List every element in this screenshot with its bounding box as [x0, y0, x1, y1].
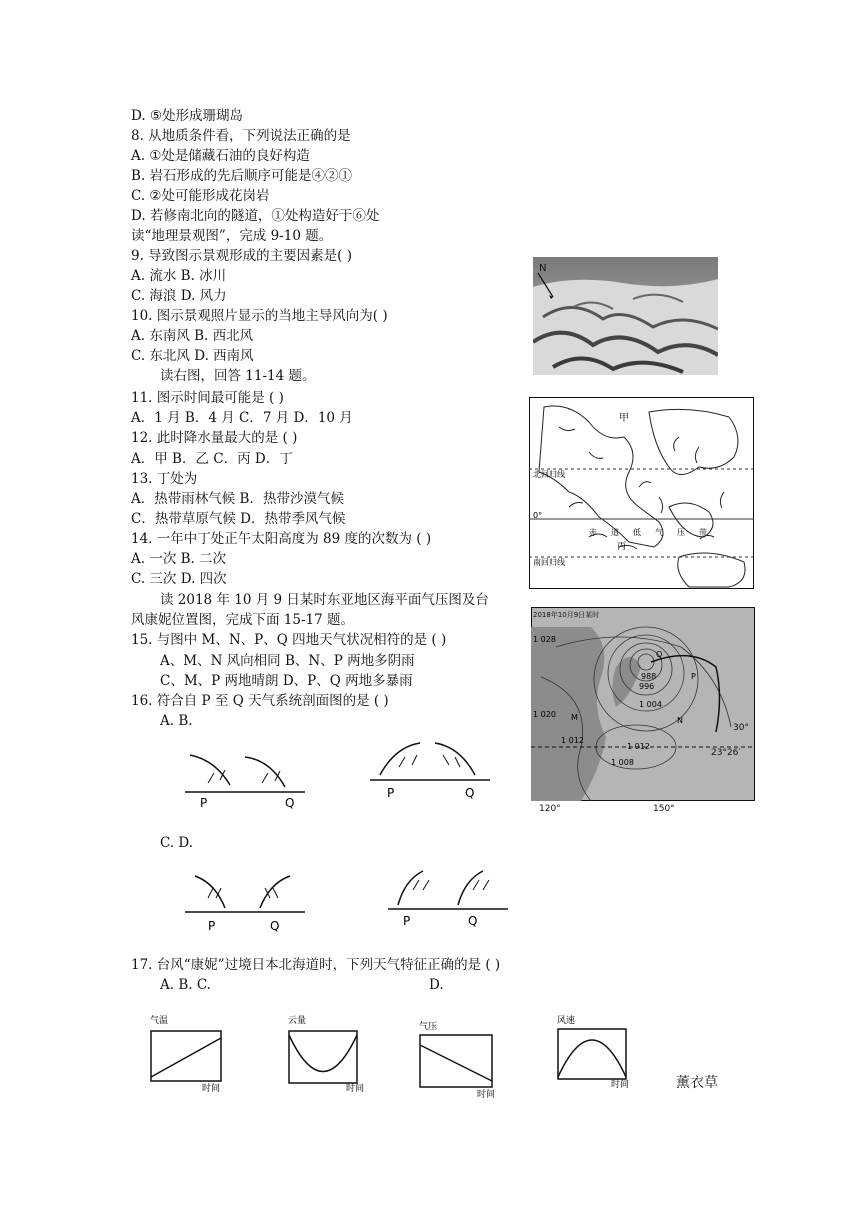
isobar-1012a: 1 012 [561, 736, 584, 745]
graph3-ylabel: 气压 [419, 1022, 438, 1032]
pressure-point-m: M [571, 713, 578, 722]
wind-map-label-bing: 丙 [617, 542, 627, 552]
q8-option-a: A. ①处是储藏石油的良好构造 [131, 148, 310, 164]
footer-word: 薰衣草 [676, 1075, 718, 1091]
graph2-ylabel: 云量 [288, 1016, 307, 1026]
wind-map-label-jia: 甲 [619, 413, 629, 424]
isobar-1012b: 1 012 [627, 742, 650, 751]
cross-section-b [365, 735, 495, 800]
lat-2326: 23°26′ [711, 748, 741, 758]
graph4-xlabel: 时间 [611, 1080, 630, 1090]
isobar-1028: 1 028 [533, 635, 556, 644]
q14-options-ab: A. 一次 B. 二次 [131, 551, 227, 567]
dune-landscape-photo [533, 257, 718, 375]
q15-stem: 15. 与图中 M、N、P、Q 四地天气状况相符的是 ( ) [131, 632, 447, 648]
cs-d-label-p: P [403, 914, 411, 928]
q8-stem: 8. 从地质条件看，下列说法正确的是 [131, 128, 351, 144]
q8-option-d: D. 若修南北向的隧道，①处构造好于⑥处 [131, 208, 380, 224]
graph-wind-speed [555, 1013, 635, 1093]
q13-options-cd: C．热带草原气候 D．热带季风气候 [131, 511, 346, 527]
cs-b-label-p: P [387, 786, 395, 800]
pressure-point-p: P [691, 672, 696, 681]
isobar-996: 996 [639, 682, 655, 691]
q10-stem: 10. 图示景观照片显示的当地主导风向为( ) [131, 308, 388, 324]
q10-options-cd: C. 东北风 D. 西南风 [131, 348, 254, 364]
pressure-point-n: N [677, 716, 683, 725]
q15-options-cd: C、M、P 两地晴朗 D、P、Q 两地多暴雨 [160, 673, 413, 689]
graph-pressure [417, 1019, 497, 1099]
graph2-xlabel: 时间 [346, 1084, 365, 1093]
q13-options-ab: A．热带雨林气候 B．热带沙漠气候 [131, 491, 344, 507]
q16-stem: 16. 符合自 P 至 Q 天气系统剖面图的是 ( ) [131, 693, 389, 709]
pressure-point-q: Q [656, 650, 663, 659]
isobar-1004: 1 004 [639, 700, 662, 709]
q10-options-ab: A. 东南风 B. 西北风 [131, 328, 254, 344]
isobar-988: 988 [641, 672, 657, 681]
q11-14-intro: 读右图，回答 11-14 题。 [160, 368, 316, 384]
q16-label-cd: C. D. [160, 835, 194, 851]
cross-section-c [180, 868, 310, 933]
wind-map-label-low-pressure: 赤道低气压带 [589, 528, 721, 537]
q15-17-intro-1: 读 2018 年 10 月 9 日某时东亚地区海平面气压图及台 [160, 592, 489, 608]
q13-stem: 13. 丁处为 [131, 471, 198, 487]
cs-a-label-q: Q [285, 796, 295, 810]
q11-options: A．1 月 B．4 月 C．7 月 D．10 月 [131, 410, 353, 426]
cs-d-label-q: Q [468, 914, 478, 928]
q12-options: A．甲 B．乙 C．丙 D．丁 [131, 451, 293, 467]
graph1-xlabel: 时间 [202, 1084, 221, 1093]
q17-stem: 17. 台风“康妮”过境日本北海道时，下列天气特征正确的是 ( ) [131, 957, 501, 973]
q17-label-abc: A. B. C. [160, 977, 211, 993]
graph-temperature [148, 1013, 228, 1093]
lon-150: 150° [653, 804, 675, 813]
q17-label-d: D. [429, 977, 444, 993]
cs-c-label-p: P [208, 919, 216, 933]
q11-stem: 11. 图示时间最可能是 ( ) [131, 390, 284, 406]
wind-map-label-tropic-n: 北回归线 [533, 470, 565, 479]
q8-option-c: C. ②处可能形成花岗岩 [131, 188, 270, 204]
svg-text:N: N [539, 263, 547, 274]
graph3-xlabel: 时间 [477, 1090, 496, 1099]
lon-120: 120° [539, 804, 561, 813]
q12-stem: 12. 此时降水量最大的是 ( ) [131, 430, 298, 446]
wind-map-label-tropic-s: 南回归线 [533, 558, 565, 567]
graph-cloud-cover [286, 1013, 366, 1093]
graph1-ylabel: 气温 [150, 1016, 169, 1026]
pressure-map-title: 2018年10月9日某时 [533, 611, 600, 619]
isobar-1020: 1 020 [533, 710, 556, 719]
wind-belt-map [529, 397, 754, 589]
cross-section-d [383, 865, 513, 930]
q7-option-d: D. ⑤处形成珊瑚岛 [131, 108, 244, 124]
cs-b-label-q: Q [465, 786, 475, 800]
lat-30: 30° [733, 723, 749, 733]
q15-17-intro-2: 风康妮位置图，完成下面 15-17 题。 [131, 612, 355, 628]
cs-c-label-q: Q [270, 919, 280, 933]
q16-label-ab: A. B. [160, 713, 193, 729]
wind-map-label-equator: 0° [533, 511, 543, 520]
q9-options-ab: A. 流水 B. 冰川 [131, 268, 227, 284]
pressure-map [531, 607, 755, 813]
cs-a-label-p: P [200, 796, 208, 810]
isobar-1008: 1 008 [611, 758, 634, 767]
q9-10-intro: 读“地理景观图”，完成 9-10 题。 [131, 228, 333, 244]
q14-stem: 14. 一年中丁处正午太阳高度为 89 度的次数为 ( ) [131, 531, 432, 547]
cross-section-a [180, 745, 310, 810]
q15-options-ab: A、M、N 风向相同 B、N、P 两地多阴雨 [160, 653, 415, 669]
q9-stem: 9. 导致图示景观形成的主要因素是( ) [131, 248, 352, 264]
q9-options-cd: C. 海浪 D. 风力 [131, 288, 227, 304]
graph4-ylabel: 风速 [557, 1016, 576, 1026]
q8-option-b: B. 岩石形成的先后顺序可能是④②① [131, 168, 353, 184]
q14-options-cd: C. 三次 D. 四次 [131, 571, 227, 587]
